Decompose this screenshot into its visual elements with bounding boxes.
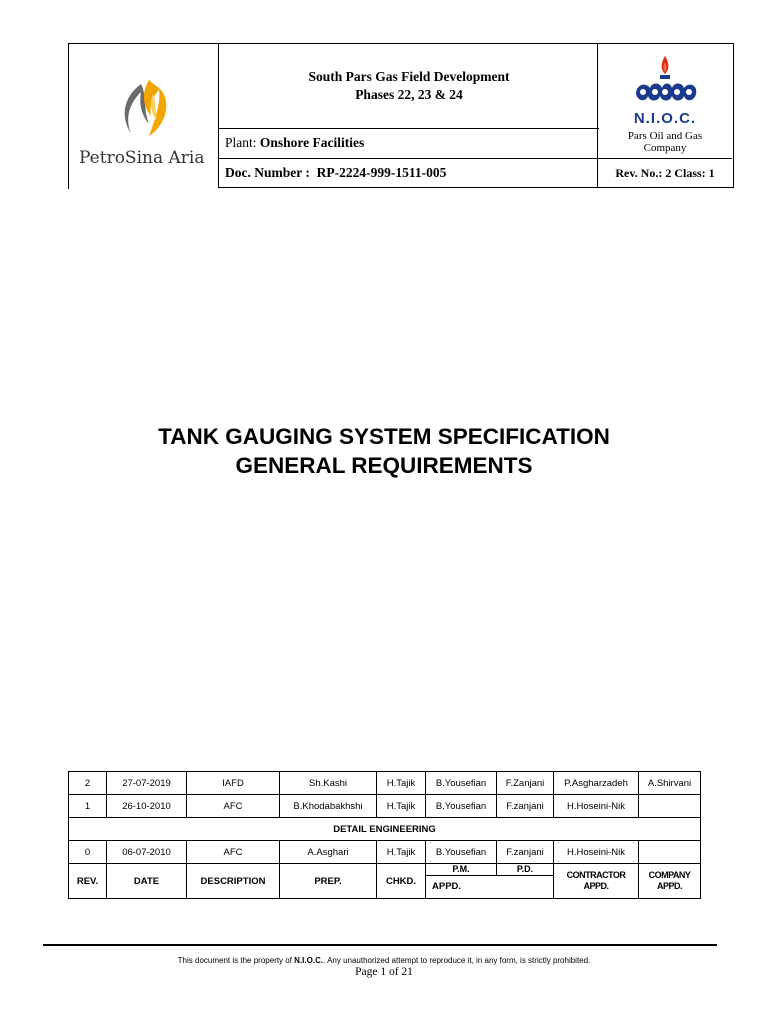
section-row xyxy=(69,818,701,841)
prep-cell: A.Asghari xyxy=(280,841,377,864)
project-info-box xyxy=(218,43,598,188)
chkd-cell: H.Tajik xyxy=(377,795,426,818)
table-row xyxy=(69,772,701,795)
chkd-cell: H.Tajik xyxy=(377,772,426,795)
contractor-appd-header xyxy=(554,864,639,899)
description-header: DESCRIPTION xyxy=(187,864,280,899)
pd-header: P.D. xyxy=(497,864,553,876)
doc-number-row xyxy=(219,158,599,189)
description-cell: AFC xyxy=(187,795,280,818)
chkd-cell: H.Tajik xyxy=(377,841,426,864)
table-row xyxy=(69,841,701,864)
company-appd-cell xyxy=(639,795,701,818)
prep-header: PREP. xyxy=(280,864,377,899)
title-line2: GENERAL REQUIREMENTS xyxy=(235,453,533,478)
pars-line1: Pars Oil and Gas xyxy=(627,130,703,142)
title-line1: TANK GAUGING SYSTEM SPECIFICATION xyxy=(158,424,610,449)
petrosina-flame-logo xyxy=(69,44,219,144)
pars-company-name xyxy=(598,130,732,154)
pm-cell: B.Yousefian xyxy=(426,795,497,818)
petrosina-logo-box xyxy=(68,43,219,189)
prep-cell: B.Khodabakhshi xyxy=(280,795,377,818)
appd-header xyxy=(426,864,554,899)
contractor-header-line2: APPD. xyxy=(583,881,609,891)
project-title-line2: Phases 22, 23 & 24 xyxy=(355,87,463,102)
footer-notice-pre: This document is the property of xyxy=(177,956,295,965)
rev-cell: 1 xyxy=(69,795,107,818)
rev-class-row: Rev. No.: 2 Class: 1 xyxy=(598,158,732,188)
rev-cell: 0 xyxy=(69,841,107,864)
chkd-header: CHKD. xyxy=(377,864,426,899)
contractor-appd-cell: H.Hoseini-Nik xyxy=(554,795,639,818)
footer-notice xyxy=(0,956,768,965)
company-appd-cell xyxy=(639,841,701,864)
company-header-line1: COMPANY xyxy=(648,870,691,880)
project-title-line1: South Pars Gas Field Development xyxy=(308,69,510,84)
pars-line2: Company xyxy=(643,142,687,154)
nioc-emblem-icon xyxy=(598,44,732,110)
company-appd-cell: A.Shirvani xyxy=(639,772,701,795)
document-header xyxy=(68,43,734,188)
pd-cell: F.zanjani xyxy=(497,795,554,818)
date-cell: 06-07-2010 xyxy=(107,841,187,864)
footer-notice-bold: N.I.O.C. xyxy=(294,956,324,965)
doc-number-value: RP-2224-999-1511-005 xyxy=(316,165,447,180)
nioc-label: N.I.O.C. xyxy=(633,110,697,127)
company-header-line2: APPD. xyxy=(656,881,682,891)
pm-header: P.M. xyxy=(426,864,497,876)
contractor-appd-cell: P.Asgharzadeh xyxy=(554,772,639,795)
pm-cell: B.Yousefian xyxy=(426,772,497,795)
date-cell: 26-10-2010 xyxy=(107,795,187,818)
company-appd-header xyxy=(639,864,701,899)
table-header-row xyxy=(69,864,701,899)
page-number: Page 1 of 21 xyxy=(355,966,413,978)
pd-cell: F.Zanjani xyxy=(497,772,554,795)
pm-cell: B.Yousefian xyxy=(426,841,497,864)
document-title xyxy=(0,422,768,480)
project-title xyxy=(219,68,599,104)
nioc-logo-box xyxy=(598,43,734,188)
table-row xyxy=(69,795,701,818)
rev-header: REV. xyxy=(69,864,107,899)
section-label: DETAIL ENGINEERING xyxy=(69,818,701,841)
description-cell: IAFD xyxy=(187,772,280,795)
plant-row xyxy=(219,128,599,158)
plant-value: Onshore Facilities xyxy=(259,135,365,150)
description-cell: AFC xyxy=(187,841,280,864)
footer-notice-post: . Any unauthorized attempt to reproduce it, in any form, is strictly prohibited. xyxy=(323,956,591,965)
nioc-logo xyxy=(598,44,732,158)
contractor-appd-cell: H.Hoseini-Nik xyxy=(554,841,639,864)
date-cell: 27-07-2019 xyxy=(107,772,187,795)
revision-table xyxy=(68,771,701,899)
pd-cell: F.zanjani xyxy=(497,841,554,864)
rev-cell: 2 xyxy=(69,772,107,795)
plant-label: Plant: xyxy=(225,135,260,150)
date-header: DATE xyxy=(107,864,187,899)
doc-number-label: Doc. Number : xyxy=(225,165,310,180)
prep-cell: Sh.Kashi xyxy=(280,772,377,795)
footer-divider xyxy=(43,944,717,946)
company-name-left: PetroSina Aria xyxy=(79,148,205,168)
contractor-header-line1: CONTRACTOR xyxy=(566,870,626,880)
appd-label: APPD. xyxy=(432,881,462,892)
